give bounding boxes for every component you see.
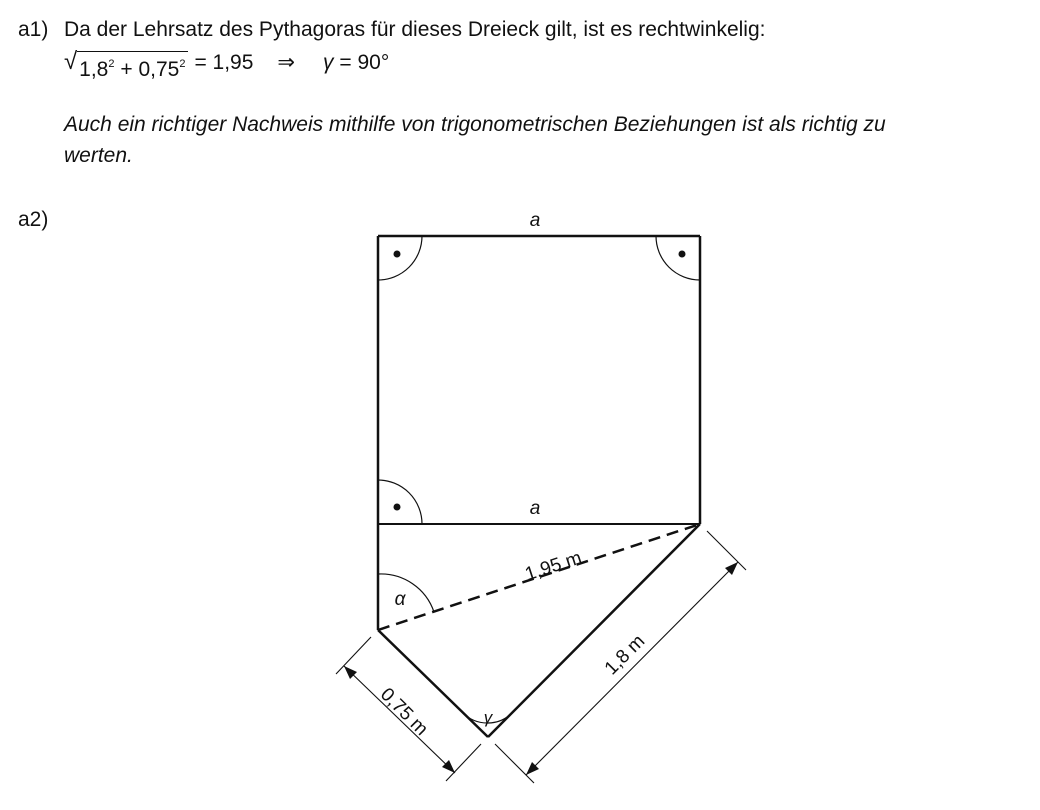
short-side [378, 630, 488, 737]
right-angle-markers [378, 236, 700, 524]
label-diagonal-length: 1,95 m [522, 547, 585, 586]
label-middle-a: a [529, 498, 541, 519]
right-angle-arc-top-right [656, 236, 700, 280]
a1-note-line-2: werten. [64, 144, 133, 167]
extension-line-long-top [707, 531, 746, 570]
extension-line-long-bottom [495, 744, 534, 783]
rectangle-outline [378, 236, 700, 524]
plus-sign: + [114, 58, 139, 81]
term1-exponent: 2 [108, 58, 115, 70]
label-long-side-length: 1,8 m [600, 630, 650, 680]
extension-line-short-bottom [446, 744, 481, 781]
right-angle-dot-top-left [394, 251, 401, 258]
long-side [488, 524, 700, 737]
right-angle-dot-top-right [679, 251, 686, 258]
label-a2: a2) [18, 208, 49, 231]
label-gamma: γ [483, 708, 493, 727]
label-top-a: a [529, 210, 541, 231]
a1-note-line-1: Auch ein richtiger Nachweis mithilfe von trigonometrischen Beziehungen ist als richtig zu [64, 113, 886, 136]
formula-result: = 1,95 [194, 51, 254, 74]
right-angle-dot-bottom-left [394, 504, 401, 511]
label-short-side-length: 0,75 m [375, 684, 432, 741]
term2-exponent: 2 [179, 58, 186, 70]
label-a1: a1) [18, 18, 49, 41]
label-alpha: α [394, 589, 406, 610]
alpha-arc [378, 574, 434, 612]
extension-line-short-top [336, 637, 371, 674]
gamma-value: = 90° [333, 51, 390, 74]
square-root-sign: √ [64, 48, 78, 75]
a1-statement: Da der Lehrsatz des Pythagoras für dieses Dreieck gilt, ist es rechtwinkelig: [64, 18, 766, 41]
implies-arrow: ⇒ [277, 51, 296, 74]
right-angle-arc-top-left [378, 236, 422, 280]
right-angle-dots [394, 251, 686, 511]
gamma-symbol: γ [323, 51, 334, 74]
lower-quadrilateral [378, 524, 700, 737]
right-angle-arc-bottom-left [378, 480, 422, 524]
term2-base: 0,75 [138, 58, 180, 81]
term1-base: 1,8 [79, 58, 109, 81]
